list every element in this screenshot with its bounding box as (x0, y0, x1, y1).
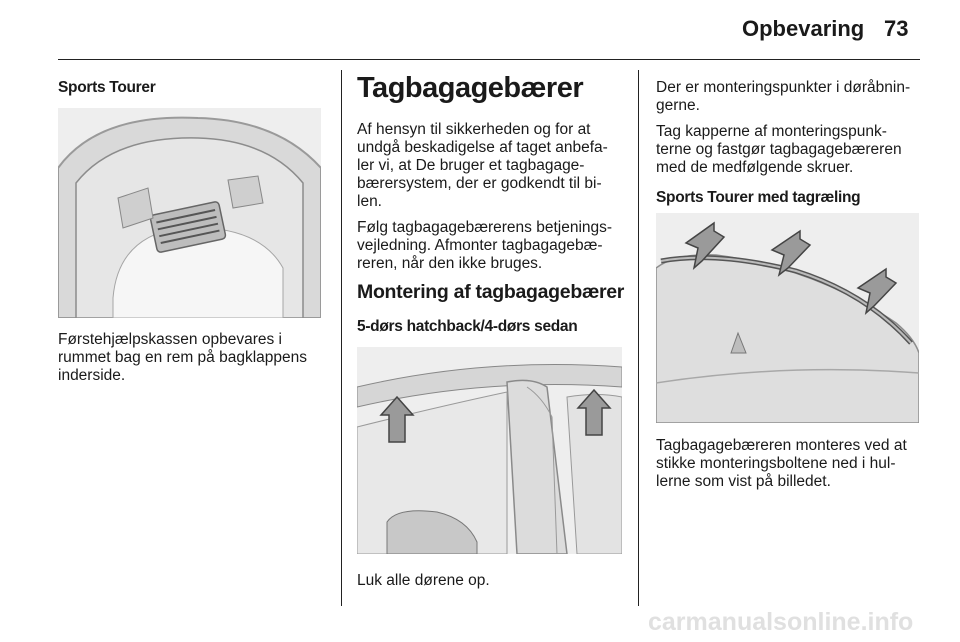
col2-caption-block (357, 572, 632, 598)
section-heading-sports-tourer: Sports Tourer (58, 79, 156, 96)
col3-text-block (656, 79, 926, 207)
open-doors-caption: Luk alle dørene op. (357, 572, 490, 589)
door-opening-illustration (357, 347, 622, 554)
remove-covers-paragraph: Tag kapperne af monteringspunk- terne og fastgør tagbagagebæreren med de medfølgende skruer. (656, 123, 902, 176)
running-header-title: Opbevaring (742, 16, 865, 41)
tailgate-illustration (58, 108, 321, 318)
roof-rack-paragraph-1: Af hensyn til sikkerheden og for at undgå beskadigelse af taget anbefa- ler vi, at De bruger et tagbagage- bærersystem, der er godkendt til bi- len. (357, 121, 608, 210)
roof-rack-paragraph-2: Følg tagbagagebærerens betjenings- vejledning. Afmonter tagbagagebæ- reren, når den ikke bruges. (357, 219, 613, 272)
roof-rails-illustration (656, 213, 919, 423)
column-divider-2 (638, 70, 639, 606)
roof-rails-caption: Tagbagagebæreren monteres ved at stikke monteringsboltene ned i hul- lerne som vist på billedet. (656, 437, 907, 490)
column-divider-1 (341, 70, 342, 606)
subsection-title-mounting: Montering af tagbagagebærer (357, 281, 625, 303)
figure-roof-rails (656, 213, 919, 423)
col3-caption-block (656, 437, 931, 499)
mounting-points-paragraph: Der er monteringspunkter i døråbnin- gerne. (656, 79, 911, 114)
watermark-text: carmanualsonline.info (648, 608, 914, 636)
figure-door-opening-mounts (357, 347, 622, 554)
col1-caption-block (58, 331, 333, 393)
first-aid-caption: Førstehjælpskassen opbevares i rummet bag en rem på bagklappens inderside. (58, 331, 308, 384)
variant-heading-hatchback-sedan: 5-dørs hatchback/4-dørs sedan (357, 318, 578, 335)
figure-first-aid-kit (58, 108, 321, 318)
header-rule (58, 59, 920, 60)
page-number: 73 (884, 16, 909, 41)
variant-heading-roof-rails: Sports Tourer med tagræling (656, 189, 861, 206)
section-title-roof-rack: Tagbagagebærer (357, 72, 584, 104)
col2-text-block (357, 72, 632, 336)
